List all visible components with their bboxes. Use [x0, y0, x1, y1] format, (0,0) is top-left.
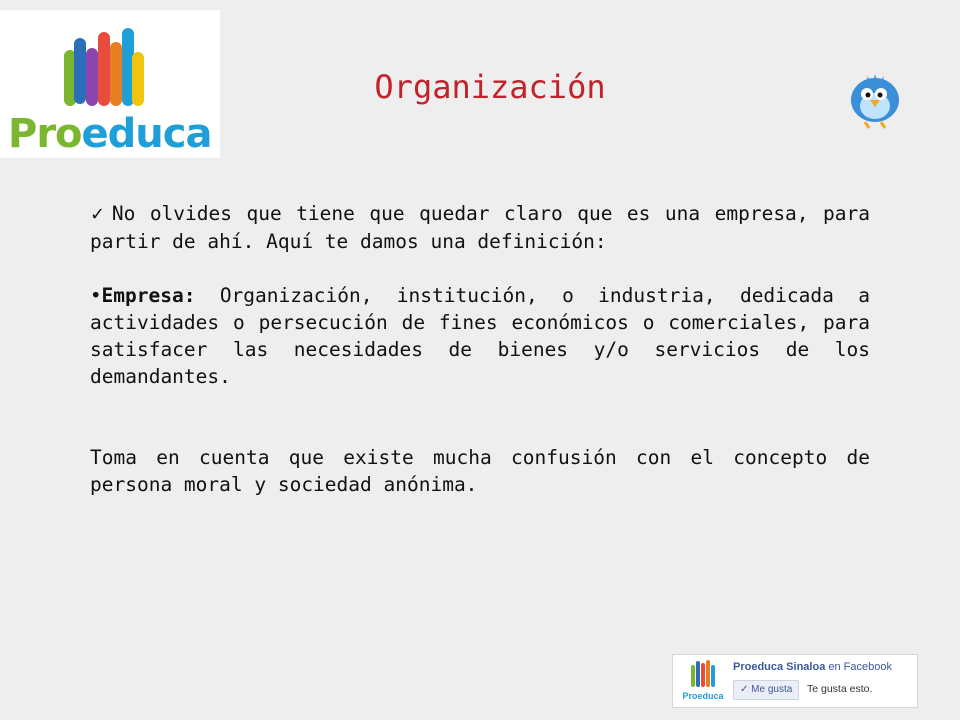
twitter-bird-icon[interactable]: [847, 66, 903, 130]
proeduca-mini-logo[interactable]: [681, 659, 725, 703]
main-content: [90, 200, 870, 498]
definition-paragraph: [90, 282, 870, 390]
facebook-page-name[interactable]: [733, 661, 892, 673]
like-status-text: Te gusta esto.: [807, 683, 873, 695]
brand-pro: Pro: [8, 111, 82, 157]
note-paragraph: Toma en cuenta que existe mucha confusión con el concepto de persona moral y sociedad anónima.: [90, 446, 870, 496]
page-name-text[interactable]: Proeduca Sinaloa: [733, 661, 826, 673]
page-name-suffix: en Facebook: [825, 661, 892, 673]
checked-paragraph: [90, 200, 870, 255]
mini-logo-text: Proeduca: [682, 691, 724, 701]
definition-term: Empresa:: [101, 284, 196, 307]
definition-text: Organización, institución, o industria, dedicada a actividades o persecución de fines económicos o comerciales, para satisfacer las necesidades de bienes y/o servicios de los demandantes.: [90, 284, 870, 388]
brand-educa: educa: [81, 111, 212, 157]
slide-title: Organización: [374, 68, 606, 106]
bullet-icon: •: [90, 284, 102, 307]
brand-wordmark: [8, 110, 211, 158]
like-button[interactable]: ✓ Me gusta: [733, 680, 799, 700]
facebook-like-box: [672, 654, 918, 708]
check-icon: ✓: [90, 204, 108, 225]
checked-line: No olvides que tiene que quedar claro que es una empresa, para partir de ahí. Aquí te damos una definición:: [90, 202, 870, 253]
